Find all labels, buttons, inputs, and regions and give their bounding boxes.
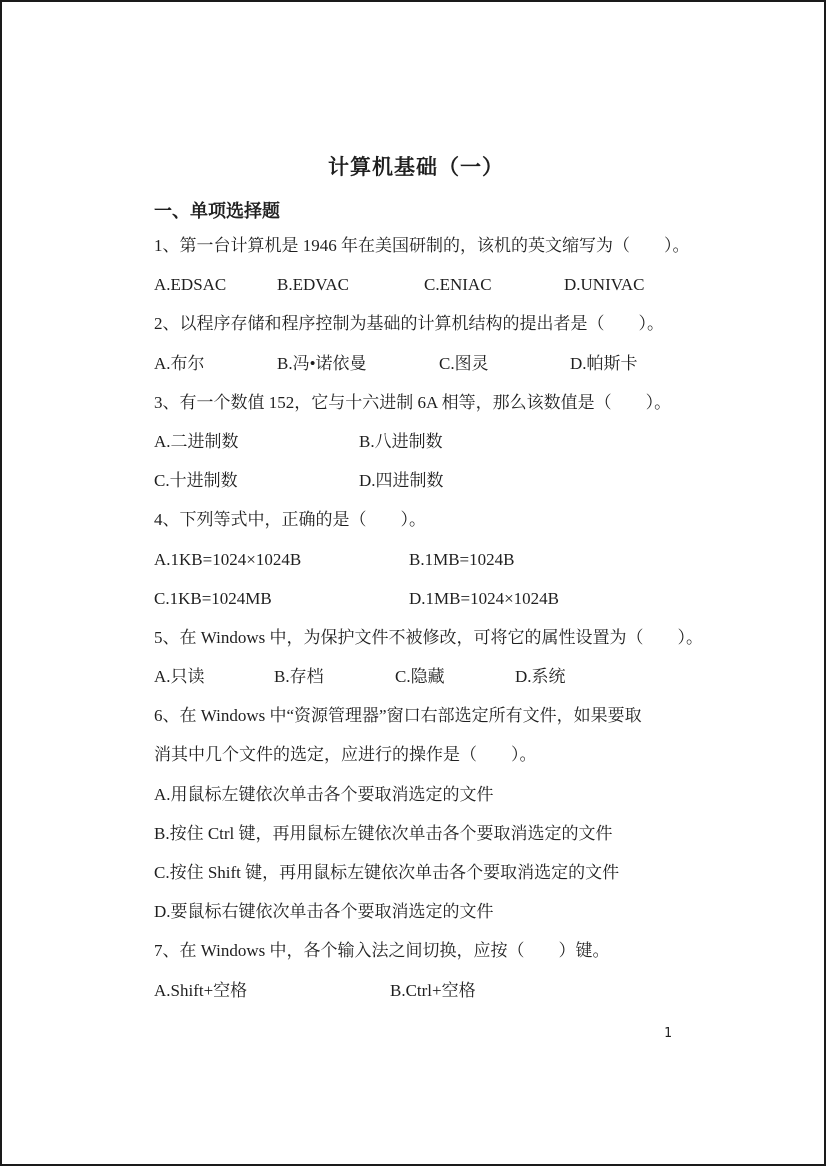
question-2-text: 2、以程序存储和程序控制为基础的计算机结构的提出者是（ ）。 — [154, 314, 664, 334]
question-3-options-row-1 — [154, 422, 678, 461]
option-label: A.1KB=1024×1024B — [154, 549, 302, 569]
option-label: B.八进制数 — [359, 431, 443, 451]
question-3-text: 3、有一个数值 152，它与十六进制 6A 相等，那么该数值是（ ）。 — [154, 392, 672, 412]
option-label: A.Shift+空格 — [154, 980, 248, 1000]
page-title: 计算机基础（一） — [328, 155, 504, 179]
option-label: A.布尔 — [154, 353, 205, 373]
option-label: D.帕斯卡 — [570, 353, 638, 373]
question-6-option-a: A.用鼠标左键依次单击各个要取消选定的文件 — [154, 784, 494, 804]
option-label: D.系统 — [515, 667, 566, 687]
option-label: C.十进制数 — [154, 471, 238, 491]
option-label: D.四进制数 — [359, 471, 444, 491]
option-label: B.存档 — [274, 667, 324, 687]
question-6-option-c: C.按住 Shift 键，再用鼠标左键依次单击各个要取消选定的文件 — [154, 863, 620, 882]
question-6-text-line-2: 消其中几个文件的选定，应进行的操作是（ ）。 — [154, 745, 537, 765]
option-label: D.1MB=1024×1024B — [409, 588, 559, 608]
option-label: B.1MB=1024B — [409, 549, 515, 569]
question-2-options — [154, 344, 678, 383]
question-1-text: 1、第一台计算机是 1946 年在美国研制的，该机的英文缩写为（ ）。 — [154, 236, 690, 255]
option-label: C.ENIAC — [424, 275, 492, 295]
question-6-text-line-1: 6、在 Windows 中“资源管理器”窗口右部选定所有文件，如果要取 — [154, 706, 642, 726]
question-6-option-b: B.按住 Ctrl 键，再用鼠标左键依次单击各个要取消选定的文件 — [154, 823, 613, 843]
page-content — [154, 2, 703, 1010]
question-5-options — [154, 657, 678, 696]
option-label: A.只读 — [154, 667, 205, 687]
option-label: B.冯•诺依曼 — [277, 353, 367, 373]
question-4-options-row-2 — [154, 579, 678, 618]
question-5-text: 5、在 Windows 中，为保护文件不被修改，可将它的属性设置为（ ）。 — [154, 627, 703, 647]
question-3-options-row-2 — [154, 461, 678, 500]
option-label: A.二进制数 — [154, 431, 239, 451]
question-4-text: 4、下列等式中，正确的是（ ）。 — [154, 510, 426, 530]
option-label: C.图灵 — [439, 353, 489, 373]
question-7-options — [154, 971, 678, 1010]
option-label: D.UNIVAC — [564, 275, 645, 295]
option-label: B.EDVAC — [277, 275, 349, 295]
question-4-options-row-1 — [154, 540, 678, 579]
question-list — [154, 226, 703, 1010]
question-1-options — [154, 265, 678, 304]
option-label: B.Ctrl+空格 — [390, 980, 476, 1000]
option-label: C.隐藏 — [395, 667, 445, 687]
option-label: C.1KB=1024MB — [154, 588, 272, 608]
question-6-option-d: D.要鼠标右键依次单击各个要取消选定的文件 — [154, 902, 494, 922]
page-number: 1 — [664, 1026, 672, 1041]
option-label: A.EDSAC — [154, 275, 227, 295]
question-7-text: 7、在 Windows 中，各个输入法之间切换，应按（ ）键。 — [154, 941, 610, 961]
section-heading: 一、单项选择题 — [154, 201, 280, 221]
